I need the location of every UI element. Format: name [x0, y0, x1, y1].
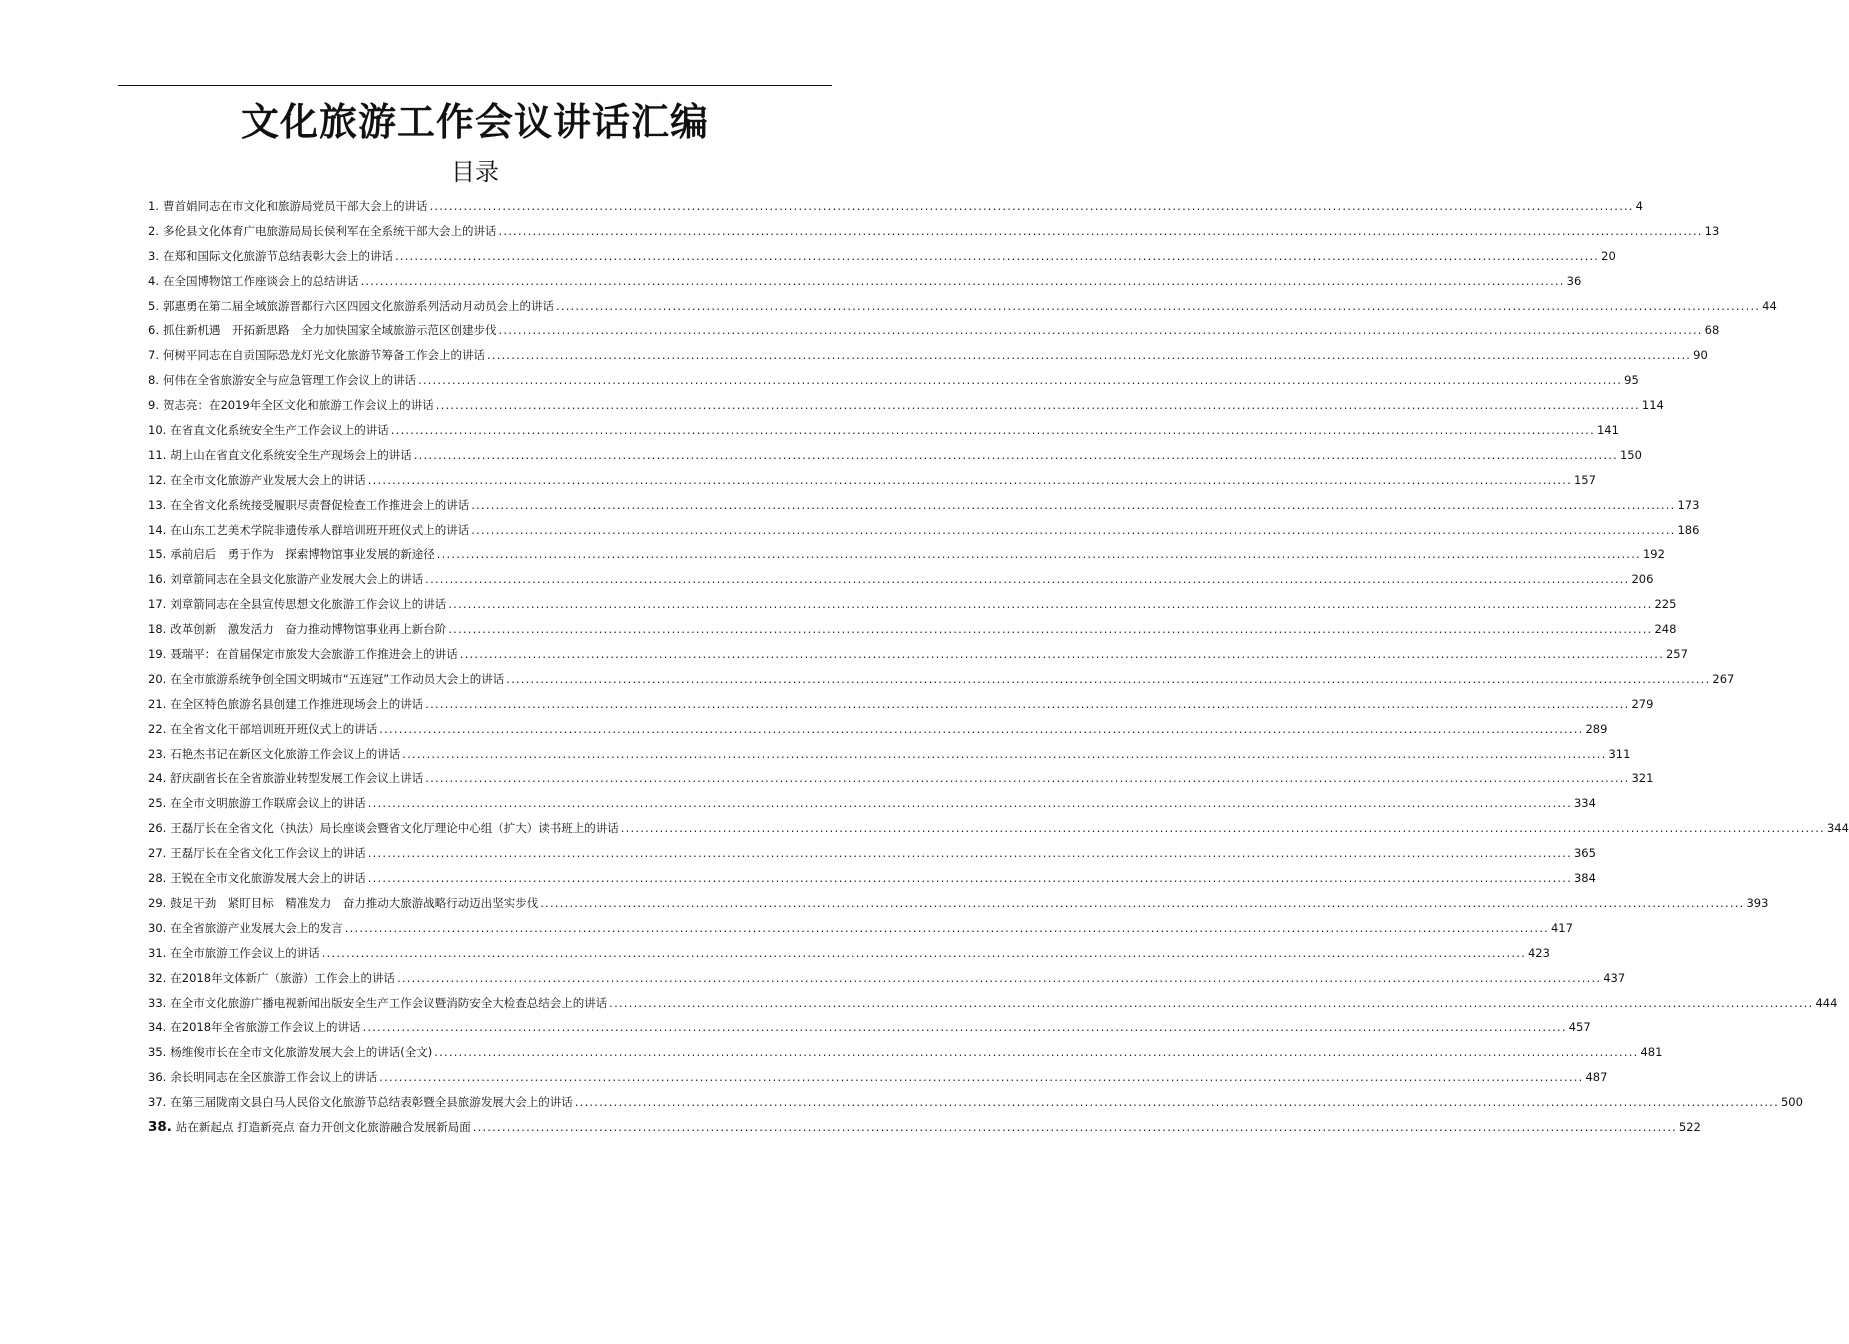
toc-entry-page: 500 [1780, 1095, 1803, 1110]
toc-entry-page: 321 [1631, 771, 1654, 786]
toc-entry-title: 在全国博物馆工作座谈会上的总结讲话 [162, 273, 359, 288]
toc-entry[interactable] [148, 1118, 1701, 1144]
toc-dot-leader [345, 921, 1549, 935]
toc-entry-page: 225 [1654, 597, 1677, 612]
toc-entry-page: 173 [1677, 497, 1700, 512]
toc-entry-page: 248 [1654, 622, 1677, 637]
toc-entry-number: 4. [148, 273, 159, 288]
toc-entry-title: 贺志亮：在2019年全区文化和旅游工作会议上的讲话 [162, 398, 434, 413]
toc-entry-title: 鼓足干劲 紧盯目标 精准发力 奋力推动大旅游战略行动迈出坚实步伐 [170, 895, 539, 910]
toc-entry-page: 36 [1566, 273, 1582, 288]
toc-dot-leader [448, 622, 1652, 636]
toc-dot-leader [498, 224, 1702, 238]
toc-entry-number: 33. [148, 995, 167, 1010]
toc-entry-page: 365 [1573, 846, 1596, 861]
toc-entry-title: 杨维俊市长在全市文化旅游发展大会上的讲话(全文) [170, 1045, 433, 1060]
toc-entry-number: 8. [148, 373, 159, 388]
toc-entry[interactable] [148, 820, 1849, 845]
toc-entry[interactable] [148, 895, 1769, 920]
toc-dot-leader [460, 647, 1664, 661]
toc-entry-number: 2. [148, 223, 159, 238]
toc-entry-title: 在2018年全省旅游工作会议上的讲话 [170, 1020, 361, 1035]
toc-entry[interactable] [148, 995, 1838, 1020]
toc-entry[interactable] [148, 721, 1608, 746]
toc-dot-leader [368, 871, 1572, 885]
toc-entry-number: 25. [148, 796, 167, 811]
toc-entry[interactable] [148, 970, 1626, 995]
toc-entry[interactable] [148, 870, 1596, 895]
toc-entry-title: 胡上山在省直文化系统安全生产现场会上的讲话 [170, 447, 412, 462]
toc-entry-title: 曹首娟同志在市文化和旅游局党员干部大会上的讲话 [162, 199, 428, 213]
toc-entry-number: 27. [148, 846, 167, 861]
toc-dot-leader [448, 597, 1652, 611]
toc-dot-leader [621, 821, 1825, 835]
toc-dot-leader [379, 1070, 1583, 1084]
toc-entry-title: 多伦县文化体育广电旅游局局长侯利军在全系统干部大会上的讲话 [162, 223, 497, 238]
toc-entry-page: 157 [1573, 472, 1596, 487]
toc-entry-title: 在郑和国际文化旅游节总结表彰大会上的讲话 [162, 248, 393, 263]
toc-dot-leader [498, 323, 1702, 337]
toc-entry-title: 王磊厅长在全省文化工作会议上的讲话 [170, 846, 366, 861]
toc-entry-page: 4 [1635, 199, 1643, 213]
toc-dot-leader [609, 996, 1813, 1010]
toc-entry-number: 19. [148, 647, 167, 662]
toc-dot-leader [575, 1095, 1779, 1109]
toc-dot-leader [391, 423, 1595, 437]
toc-entry-page: 289 [1585, 721, 1608, 736]
toc-entry-title: 在全省文化系统接受履职尽责督促检查工作推进会上的讲话 [170, 497, 470, 512]
toc-entry-number: 29. [148, 895, 167, 910]
toc-entry-title: 在全市文化旅游产业发展大会上的讲话 [170, 472, 366, 487]
toc-entry[interactable] [148, 1094, 1803, 1119]
toc-entry-title: 何树平同志在自贡国际恐龙灯光文化旅游节筹备工作会上的讲话 [162, 348, 485, 363]
toc-entry-page: 311 [1608, 746, 1631, 761]
toc-entry-title: 在全省文化干部培训班开班仪式上的讲话 [170, 721, 378, 736]
toc-entry-page: 334 [1573, 796, 1596, 811]
toc-entry[interactable] [148, 447, 1642, 472]
toc-entry-title: 在全市旅游系统争创全国文明城市“五连冠”工作动员大会上的讲话 [170, 671, 505, 686]
toc-entry-page: 487 [1585, 1070, 1608, 1085]
toc-entry-number: 16. [148, 572, 167, 587]
toc-entry-page: 68 [1704, 323, 1720, 338]
toc-entry-number: 10. [148, 423, 167, 438]
toc-entry-number: 14. [148, 522, 167, 537]
toc-dot-leader [471, 523, 1675, 537]
toc-entry-number: 5. [148, 298, 159, 313]
toc-entry-page: 90 [1693, 348, 1708, 363]
toc-entry-number: 6. [148, 323, 159, 338]
toc-dot-leader [379, 722, 1583, 736]
toc-entry-page: 150 [1619, 447, 1642, 462]
toc-entry-number: 18. [148, 622, 167, 637]
toc-entry-title: 王锐在全市文化旅游发展大会上的讲话 [170, 871, 366, 886]
toc-entry[interactable] [148, 472, 1596, 497]
toc-entry[interactable] [148, 621, 1677, 646]
toc-dot-leader [360, 274, 1564, 288]
toc-entry-page: 481 [1640, 1045, 1663, 1060]
toc-entry-page: 344 [1826, 821, 1849, 836]
toc-entry[interactable] [148, 646, 1688, 671]
toc-entry-number: 12. [148, 472, 167, 487]
toc-entry-page: 384 [1573, 871, 1596, 886]
toc-entry-page: 192 [1642, 547, 1665, 562]
toc-entry-page: 457 [1568, 1020, 1591, 1035]
toc-entry-number: 9. [148, 398, 159, 413]
toc-entry-page: 279 [1631, 696, 1654, 711]
toc-dot-leader [402, 747, 1606, 761]
toc-dot-leader [368, 473, 1572, 487]
toc-entry[interactable] [148, 422, 1619, 447]
toc-entry-title: 刘章箭同志在全县文化旅游产业发展大会上的讲话 [170, 572, 424, 587]
toc-entry-page: 44 [1762, 298, 1777, 313]
toc-entry-title: 石艳杰书记在新区文化旅游工作会议上的讲话 [170, 746, 401, 761]
toc-entry-number: 1. [148, 199, 159, 213]
toc-entry-page: 522 [1678, 1119, 1701, 1134]
toc-entry-title: 王磊厅长在全省文化（执法）局长座谈会暨省文化厅理论中心组（扩大）读书班上的讲话 [170, 821, 619, 836]
toc-entry-number: 28. [148, 871, 167, 886]
toc-dot-leader [425, 572, 1629, 586]
toc-entry-page: 437 [1603, 970, 1626, 985]
toc-entry[interactable] [148, 920, 1573, 945]
toc-entry-number: 36. [148, 1070, 167, 1085]
toc-entry[interactable] [148, 497, 1700, 522]
toc-entry-title: 舒庆副省长在全省旅游业转型发展工作会议上讲话 [170, 771, 424, 786]
toc-entry-number: 7. [148, 348, 159, 363]
toc-dot-leader [322, 946, 1526, 960]
toc-entry-number: 22. [148, 721, 167, 736]
toc-entry-page: 114 [1641, 398, 1664, 413]
toc-entry-title: 在全市文明旅游工作联席会议上的讲话 [170, 796, 366, 811]
toc-entry-number: 17. [148, 597, 167, 612]
toc-dot-leader [425, 771, 1629, 785]
toc-entry-number: 20. [148, 671, 167, 686]
toc-entry-title: 刘章箭同志在全县宣传思想文化旅游工作会议上的讲话 [170, 597, 447, 612]
toc-dot-leader [437, 547, 1641, 561]
toc-entry[interactable] [148, 223, 1720, 248]
toc-entry-page: 417 [1550, 920, 1573, 935]
toc-entry[interactable] [148, 696, 1654, 721]
toc-entry-title: 在全市旅游工作会议上的讲话 [170, 945, 320, 960]
toc-entry[interactable] [148, 1069, 1608, 1094]
toc-entry-title: 在全区特色旅游名县创建工作推进现场会上的讲话 [170, 696, 424, 711]
toc-entry-number: 31. [148, 945, 167, 960]
toc-entry-title: 在山东工艺美术学院非遗传承人群培训班开班仪式上的讲话 [170, 522, 470, 537]
toc-dot-leader [540, 896, 1744, 910]
toc-entry-number: 24. [148, 771, 167, 786]
toc-dot-leader [473, 1120, 1677, 1134]
toc-entry-number: 37. [148, 1095, 167, 1110]
toc-dot-leader [434, 1045, 1638, 1059]
toc-entry-title: 余长明同志在全区旅游工作会议上的讲话 [170, 1070, 378, 1085]
toc-entry-title: 在全省旅游产业发展大会上的发言 [170, 920, 343, 935]
toc-entry-title: 抓住新机遇 开拓新思路 全力加快国家全域旅游示范区创建步伐 [162, 323, 497, 338]
toc-entry[interactable] [148, 322, 1720, 347]
toc-entry-page: 95 [1624, 373, 1639, 388]
table-of-contents [148, 198, 1849, 1144]
toc-entry-page: 13 [1704, 223, 1720, 238]
toc-entry[interactable] [148, 746, 1631, 771]
toc-entry-number: 34. [148, 1020, 167, 1035]
toc-entry[interactable] [148, 546, 1665, 571]
toc-dot-leader [436, 398, 1640, 412]
toc-dot-leader [556, 299, 1760, 313]
toc-entry-page: 393 [1746, 895, 1769, 910]
toc-heading: 目录 [451, 158, 499, 186]
toc-dot-leader [471, 498, 1675, 512]
toc-entry-page: 444 [1815, 995, 1838, 1010]
toc-entry[interactable] [148, 198, 1643, 223]
toc-entry[interactable] [148, 1019, 1591, 1044]
toc-entry-number: 32. [148, 970, 167, 985]
toc-dot-leader [368, 796, 1572, 810]
toc-entry[interactable] [148, 273, 1582, 298]
toc-dot-leader [418, 373, 1622, 387]
toc-entry-number: 21. [148, 696, 167, 711]
toc-entry[interactable] [148, 571, 1654, 596]
toc-entry-page: 20 [1601, 248, 1616, 263]
toc-entry[interactable] [148, 522, 1700, 547]
toc-entry[interactable] [148, 248, 1616, 273]
toc-entry-number: 15. [148, 547, 167, 562]
toc-entry-page: 267 [1712, 671, 1735, 686]
toc-entry-page: 257 [1665, 647, 1688, 662]
toc-entry[interactable] [148, 845, 1596, 870]
toc-entry-page: 141 [1596, 423, 1619, 438]
toc-dot-leader [395, 249, 1599, 263]
toc-entry-number: 26. [148, 821, 167, 836]
header-rule [118, 85, 832, 86]
toc-entry-number: 38. [148, 1118, 172, 1135]
toc-entry[interactable] [148, 298, 1777, 323]
toc-entry-title: 承前启后 勇于作为 探索博物馆事业发展的新途径 [170, 547, 435, 562]
toc-entry[interactable] [148, 770, 1654, 795]
toc-entry-page: 186 [1677, 522, 1700, 537]
toc-dot-leader [397, 971, 1601, 985]
toc-entry-page: 423 [1527, 945, 1550, 960]
toc-entry[interactable] [148, 397, 1664, 422]
toc-entry-number: 35. [148, 1045, 167, 1060]
toc-dot-leader [363, 1020, 1567, 1034]
toc-entry[interactable] [148, 347, 1708, 372]
toc-entry-page: 206 [1631, 572, 1654, 587]
toc-dot-leader [414, 448, 1618, 462]
toc-entry-title: 在2018年文体新广（旅游）工作会上的讲话 [170, 970, 396, 985]
toc-dot-leader [506, 672, 1710, 686]
toc-entry[interactable] [148, 372, 1639, 397]
toc-entry-title: 在第三届陇南文县白马人民俗文化旅游节总结表彰暨全县旅游发展大会上的讲话 [170, 1095, 573, 1110]
toc-entry-number: 11. [148, 447, 167, 462]
toc-entry-number: 13. [148, 497, 167, 512]
toc-entry-title: 聂瑞平：在首届保定市旅发大会旅游工作推进会上的讲话 [170, 647, 458, 662]
toc-entry-title: 郭惠勇在第二届全域旅游晋都行六区四园文化旅游系列活动月动员会上的讲话 [162, 298, 554, 313]
toc-entry-number: 30. [148, 920, 167, 935]
toc-dot-leader [425, 697, 1629, 711]
toc-entry-title: 改革创新 激发活力 奋力推动博物馆事业再上新台阶 [170, 622, 447, 637]
toc-entry[interactable] [148, 671, 1735, 696]
toc-entry-title: 在全市文化旅游广播电视新闻出版安全生产工作会议暨消防安全大检查总结会上的讲话 [170, 995, 608, 1010]
toc-entry[interactable] [148, 945, 1550, 970]
toc-dot-leader [368, 846, 1572, 860]
toc-entry-title: 何伟在全省旅游安全与应急管理工作会议上的讲话 [162, 373, 416, 388]
toc-entry[interactable] [148, 795, 1596, 820]
toc-dot-leader [429, 199, 1633, 213]
toc-entry-title: 在省直文化系统安全生产工作会议上的讲话 [170, 423, 389, 438]
toc-entry-number: 3. [148, 248, 159, 263]
toc-entry-title: 站在新起点 打造新亮点 奋力开创文化旅游融合发展新局面 [175, 1119, 471, 1134]
toc-entry-number: 23. [148, 746, 167, 761]
toc-entry[interactable] [148, 1044, 1663, 1069]
toc-entry[interactable] [148, 596, 1677, 621]
document-title: 文化旅游工作会议讲话汇编 [240, 99, 709, 144]
toc-dot-leader [487, 348, 1691, 362]
